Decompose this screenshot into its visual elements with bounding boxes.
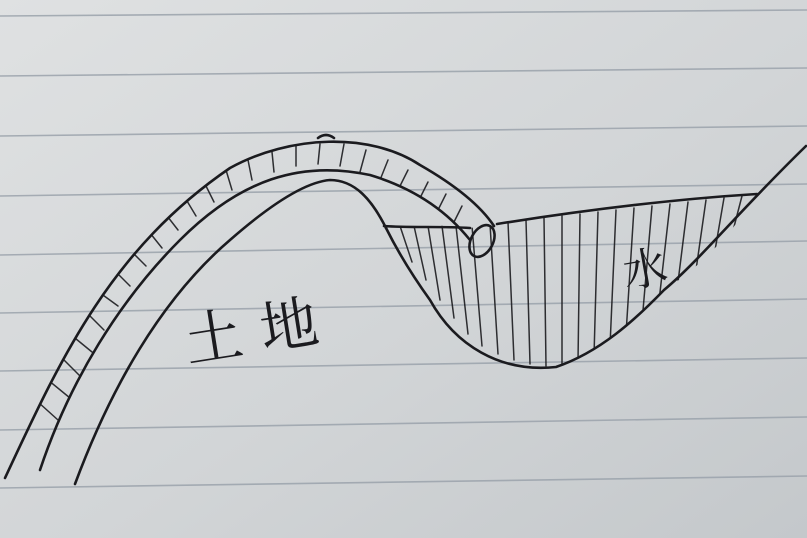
land-label: 土 地 — [179, 287, 323, 376]
water-label: 水 — [619, 240, 672, 299]
